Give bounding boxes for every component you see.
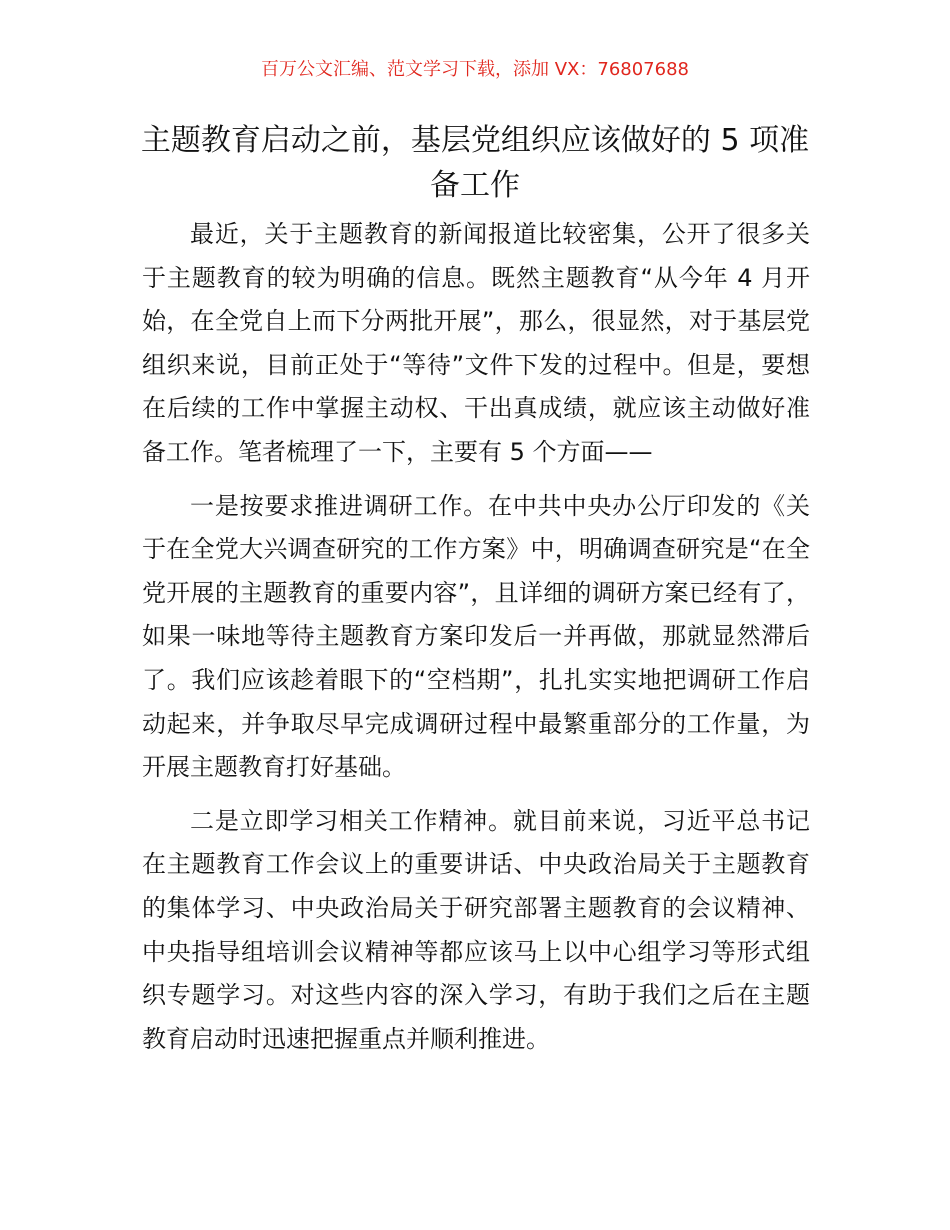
paragraph-point-2: 二是立即学习相关工作精神。就目前来说，习近平总书记在主题教育工作会议上的重要讲话、中央政治局关于主题教育的集体学习、中央政治局关于研究部署主题教育的会议精神、中央指导组培训会议精神等都应该马上以中心组学习等形式组织专题学习。对这些内容的深入学习，有助于我们之后在主题教育启动时迅速把握重点并顺利推进。 [142, 806, 810, 1053]
document-title: 主题教育启动之前，基层党组织应该做好的 5 项准备工作 [140, 123, 810, 203]
paragraph-point-1: 一是按要求推进调研工作。在中共中央办公厅印发的《关于在全党大兴调查研究的工作方案》中，明确调查研究是“在全党开展的主题教育的重要内容”，且详细的调研方案已经有了，如果一味地等待主题教育方案印发后一并再做，那就显然滞后了。我们应该趁着眼下的“空档期”，扎扎实实地把调研工作启动起来，并争取尽早完成调研过程中最繁重部分的工作量，为开展主题教育打好基础。 [142, 491, 810, 782]
header-note: 百万公文汇编、范文学习下载，添加 VX：76807688 [261, 59, 689, 80]
document-body [142, 213, 810, 1071]
paragraph-intro: 最近，关于主题教育的新闻报道比较密集，公开了很多关于主题教育的较为明确的信息。既然主题教育“从今年 4 月开始，在全党自上而下分两批开展”，那么，很显然，对于基层党组织来说，目前正处于“等待”文件下发的过程中。但是，要想在后续的工作中掌握主动权、干出真成绩，就应该主动做好准备工作。笔者梳理了一下，主要有 5 个方面—— [142, 220, 810, 466]
